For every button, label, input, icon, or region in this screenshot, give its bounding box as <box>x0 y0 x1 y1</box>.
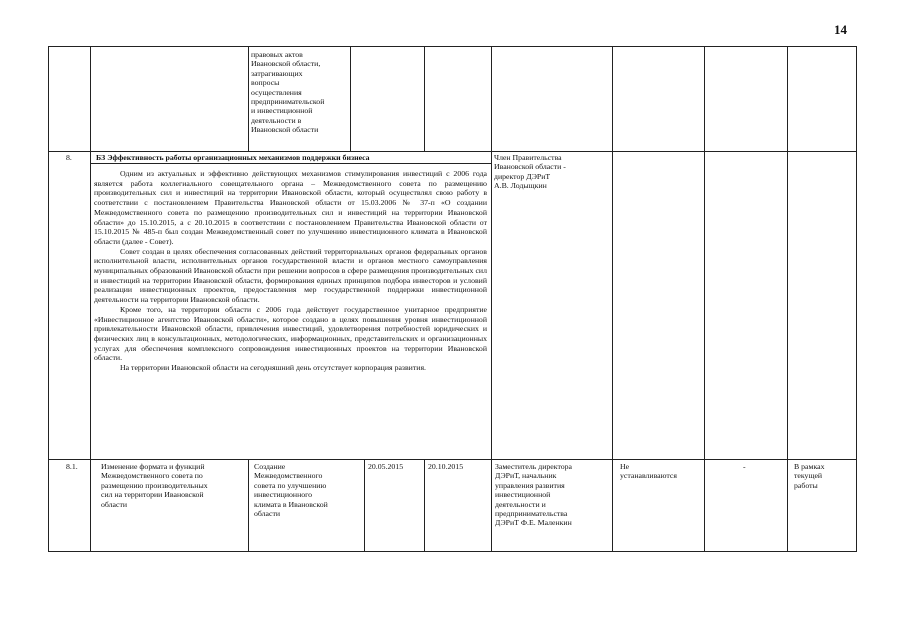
row-8-title: БЗ Эффективность работы организационных механизмов поддержки бизнеса <box>96 153 370 162</box>
row-8-1-funding: В рамках текущей работы <box>794 462 825 490</box>
row-8-1-result: Создание Межведомственного совета по улучшению инвестиционного климата в Ивановской области <box>254 462 328 519</box>
row-8-paragraph: Совет создан в целях обеспечения согласованных действий территориальных органов федеральных органов исполнительной власти, исполнительных органов государственной власти и органов местного самоуправления муниципальных образований Ивановской области при решении вопросов в сфере размещения производительных сил и инвестиций на территории Ивановской области, формирования единых принципов подбора инвесторов и условий реализации инвестиционных проектов, предоставления мер государственной поддержки инвестиционной деятельности на территории Ивановской области. <box>94 246 487 305</box>
row-8-paragraph: Кроме того, на территории области с 2006 года действует государственное унитарное предприятие «Инвестиционное агентство Ивановской области», которое создано в целях повышения уровня инвестиционной привлекательности Ивановской области, привлечения инвестиций, удовлетворения потребностей юридических и физических лиц в консультационных, методологических, информационных, представительских и организационных услугах для обеспечения комплексного сопровождения инвестиционных проектов на территории Ивановской области. <box>94 304 487 363</box>
row-8-1-indicator: Не устанавливаются <box>620 462 677 481</box>
row-8-paragraph: Одним из актуальных и эффективно действующих механизмов стимулирования инвестиций с 2006 года является работа коллегиального совещательного органа – Межведомственного совета по размещению производительных сил и инвестиций на территории Ивановской области, который осуществлял свою работу в соответствии с постановлением Правительства Ивановской области от 15.03.2006 № 37-п «О создании Межведомственного совета по размещению производительных сил и инвестиций на территории Ивановской области» до 15.10.2015, а с 20.10.2015 в соответствии с постановлением Правительства Ивановской области от 15.10.2015 № 485-п был создан Межведомственный совет по улучшению инвестиционного климата в Ивановской области (далее - Совет). <box>94 169 487 246</box>
prev-row-result: правовых актов Ивановской области, затрагивающих вопросы осуществления предпринимательской и инвестиционной деятельности в Ивановской области <box>251 50 325 135</box>
row-8-1-number: 8.1. <box>66 462 78 471</box>
row-8-number: 8. <box>66 153 72 162</box>
page-number: 14 <box>834 22 847 37</box>
row-8-1-action: Изменение формата и функций Межведомственного совета по размещению производительных сил на территории Ивановской области <box>101 462 208 509</box>
row-8-1-responsible: Заместитель директора ДЭРиТ, начальник управления развития инвестиционной деятельности и предпринимательства ДЭРиТ Ф.Е. Маленкин <box>495 462 573 528</box>
row-8-description <box>94 169 487 373</box>
row-8-1-start-date: 20.05.2015 <box>368 462 404 471</box>
row-8-responsible: Член Правительства Ивановской области - директор ДЭРиТ А.В. Лодыщкин <box>494 153 566 191</box>
row-8-paragraph: На территории Ивановской области на сегодняшний день отсутствует корпорация развития. <box>120 363 426 373</box>
row-8-1-value: - <box>743 462 746 471</box>
row-8-1-end-date: 20.10.2015 <box>428 462 464 471</box>
